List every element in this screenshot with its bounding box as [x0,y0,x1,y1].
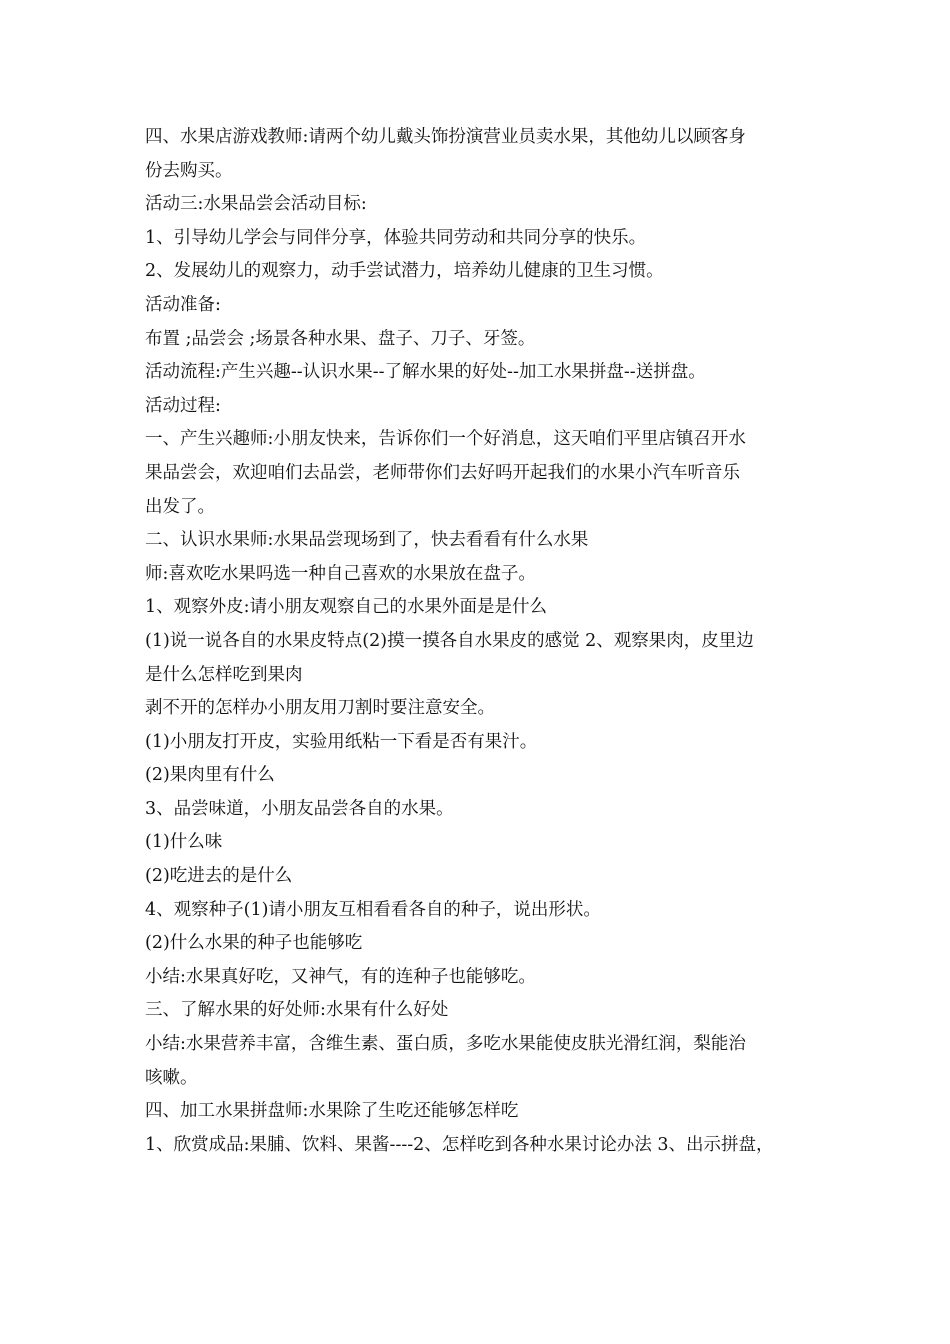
document-body [145,121,820,1162]
text-line-11: 果品尝会，欢迎咱们去品尝，老师带你们去好吗开起我们的水果小汽车听音乐 [145,462,740,483]
text-line-18: 剥不开的怎样办小朋友用刀割时要注意安全。 [145,698,495,719]
text-line-5: 2、发展幼儿的观察力，动手尝试潜力，培养幼儿健康的卫生习惯。 [145,261,664,282]
text-line-3: 活动三:水果品尝会活动目标: [145,194,367,215]
text-line-30: 四、加工水果拼盘师:水果除了生吃还能够怎样吃 [145,1101,519,1122]
text-line-6: 活动准备: [145,294,221,315]
text-line-9: 活动过程: [145,395,221,416]
text-line-4: 1、引导幼儿学会与同伴分享，体验共同劳动和共同分享的快乐。 [145,227,647,248]
text-line-7: 布置 ;品尝会 ;场景各种水果、盘子、刀子、牙签。 [145,328,536,349]
text-line-12: 出发了。 [145,496,215,517]
text-line-10: 一、产生兴趣师:小朋友快来，告诉你们一个好消息，这天咱们平里店镇召开水 [145,429,746,450]
text-line-1: 四、水果店游戏教师:请两个幼儿戴头饰扮演营业员卖水果，其他幼儿以顾客身 [145,127,746,147]
text-line-31: 1、欣赏成品:果脯、饮料、果酱----2、怎样吃到各种水果讨论办法 3、出示拼盘， [145,1134,774,1155]
text-line-26: 小结:水果真好吃，又神气，有的连种子也能够吃。 [145,966,536,987]
text-line-28: 小结:水果营养丰富，含维生素、蛋白质，多吃水果能使皮肤光滑红润，梨能治 [145,1034,746,1055]
text-line-22: (1)什么味 [145,832,223,853]
text-line-23: (2)吃进去的是什么 [145,866,293,887]
text-line-8: 活动流程:产生兴趣--认识水果--了解水果的好处--加工水果拼盘--送拼盘。 [145,362,706,383]
text-line-19: (1)小朋友打开皮，实验用纸粘一下看是否有果汁。 [145,731,538,752]
text-line-2: 份去购买。 [145,160,233,181]
text-line-15: 1、观察外皮:请小朋友观察自己的水果外面是是什么 [145,597,548,618]
text-line-16: (1)说一说各自的水果皮特点(2)摸一摸各自水果皮的感觉 2、观察果肉，皮里边 [145,630,754,651]
text-line-24: 4、观察种子(1)请小朋友互相看看各自的种子，说出形状。 [145,899,601,920]
text-line-25: (2)什么水果的种子也能够吃 [145,933,363,954]
text-line-29: 咳嗽。 [145,1067,198,1088]
text-line-13: 二、认识水果师:水果品尝现场到了，快去看看有什么水果 [145,530,589,551]
text-line-27: 三、了解水果的好处师:水果有什么好处 [145,1000,449,1021]
text-line-20: (2)果肉里有什么 [145,765,275,786]
text-line-14: 师:喜欢吃水果吗选一种自己喜欢的水果放在盘子。 [145,563,536,584]
text-line-21: 3、品尝味道，小朋友品尝各自的水果。 [145,798,454,819]
text-line-17: 是什么怎样吃到果肉 [145,664,303,685]
